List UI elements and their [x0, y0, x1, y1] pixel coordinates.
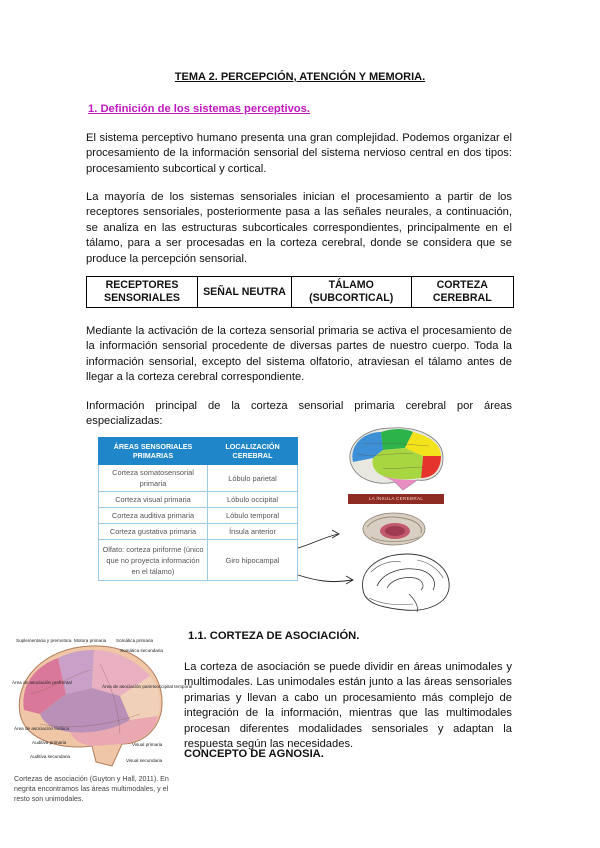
sensory-areas-table	[98, 437, 298, 581]
cortex-label: Somática primaria	[116, 638, 154, 643]
cortex-label: Auditiva primaria	[32, 740, 67, 745]
cortex-figure-caption: Cortezas de asociación (Guyton y Hall, 2011). En negrita encontramos las áreas multimodales, y el resto son unimodales.	[14, 775, 169, 803]
flow-cell-corteza: CORTEZA CEREBRAL	[411, 277, 514, 308]
location-cell: Ínsula anterior	[208, 524, 298, 540]
document-title: TEMA 2. PERCEPCIÓN, ATENCIÓN Y MEMORIA.	[174, 71, 426, 83]
area-cell: Corteza auditiva primaria	[99, 508, 208, 524]
location-cell: Lóbulo occipital	[208, 492, 298, 508]
paragraph-4: Información principal de la corteza sensorial primaria cerebral por áreas especializadas:	[86, 400, 512, 428]
cortex-label: Visual secundaria	[126, 758, 163, 763]
cortex-label: Área de asociación parietooccipital temporal	[102, 684, 193, 689]
medial-brain-illustration	[357, 550, 453, 614]
flow-cell-receptores: RECEPTORES SENSORIALES	[87, 277, 198, 308]
area-cell: Olfato: corteza piriforme (único que no proyecta información en el tálamo)	[99, 540, 208, 581]
table-header-row	[99, 438, 298, 465]
table-row	[99, 540, 298, 581]
insula-illustration	[361, 511, 427, 547]
area-cell: Corteza somatosensorial primaria	[99, 465, 208, 492]
section-heading-1-1: 1.1. CORTEZA DE ASOCIACIÓN.	[188, 630, 360, 642]
cortex-label: Visual primaria	[132, 742, 163, 747]
association-cortex-illustration	[10, 634, 193, 774]
header-localizacion: LOCALIZACIÓN CEREBRAL	[208, 438, 298, 465]
paragraph-1: El sistema perceptivo humano presenta una gran complejidad. Podemos organizar el procesamiento de la información sensorial del sistema nervioso central en dos tipos: procesamiento subcortical y cortical.	[86, 132, 512, 175]
table-row	[99, 465, 298, 492]
cortex-label: Auditiva secundaria	[30, 754, 71, 759]
location-cell: Lóbulo temporal	[208, 508, 298, 524]
location-cell: Giro hipocampal	[208, 540, 298, 581]
cortex-label: Área de asociación prefrontal	[12, 680, 72, 685]
table-row	[87, 277, 514, 308]
flow-cell-senal: SEÑAL NEUTRA	[198, 277, 292, 308]
cortex-label: Suplementaria y premotora	[16, 638, 72, 643]
processing-flow-table	[86, 276, 514, 308]
insula-figure-label: LA ÍNSULA CEREBRAL	[348, 494, 444, 504]
area-cell: Corteza gustativa primaria	[99, 524, 208, 540]
paragraph-3: Mediante la activación de la corteza sensorial primaria se activa el procesamiento de la información sensorial procedente de diversas partes de nuestro cuerpo. Toda la información sensorial, excepto del sistema olfatorio, atraviesan el tálamo antes de llegar a la corteza cerebral correspondiente.	[86, 325, 512, 384]
cortex-label: Área de asociación límbica	[14, 726, 69, 731]
location-cell: Lóbulo parietal	[208, 465, 298, 492]
area-cell: Corteza visual primaria	[99, 492, 208, 508]
cortex-label: Somática secundaria	[120, 648, 163, 653]
table-row	[99, 524, 298, 540]
section-heading-agnosia: CONCEPTO DE AGNOSIA.	[184, 748, 324, 760]
header-areas: ÁREAS SENSORIALES PRIMARIAS	[99, 438, 208, 465]
flow-cell-talamo: TÁLAMO (SUBCORTICAL)	[291, 277, 411, 308]
table-row	[99, 508, 298, 524]
table-row	[99, 492, 298, 508]
section-heading-1: 1. Definición de los sistemas perceptivos.	[88, 103, 310, 115]
paragraph-2: La mayoría de los sistemas sensoriales inician el procesamiento a partir de los receptores sensoriales, posteriormente pasa a las señales neurales, a continuación, se analiza en las estructuras subcorticales correspondientes, principalmente en el tálamo, para a ser procesadas en la corteza cerebral, donde se considera que se produce la percepción sensorial.	[86, 191, 512, 265]
brain-lobes-illustration	[343, 424, 447, 492]
cortex-label: Motora primaria	[74, 638, 107, 643]
paragraph-5: La corteza de asociación se puede dividir en áreas unimodales y multimodales. Las unimodales están junto a las áreas sensoriales primarias y llevan a cabo un procesamiento más complejo de integración de la información, mientras que las multimodales procesan diferentes modalidades sensoriales y adaptan la respuesta según las necesidades.	[184, 661, 512, 751]
